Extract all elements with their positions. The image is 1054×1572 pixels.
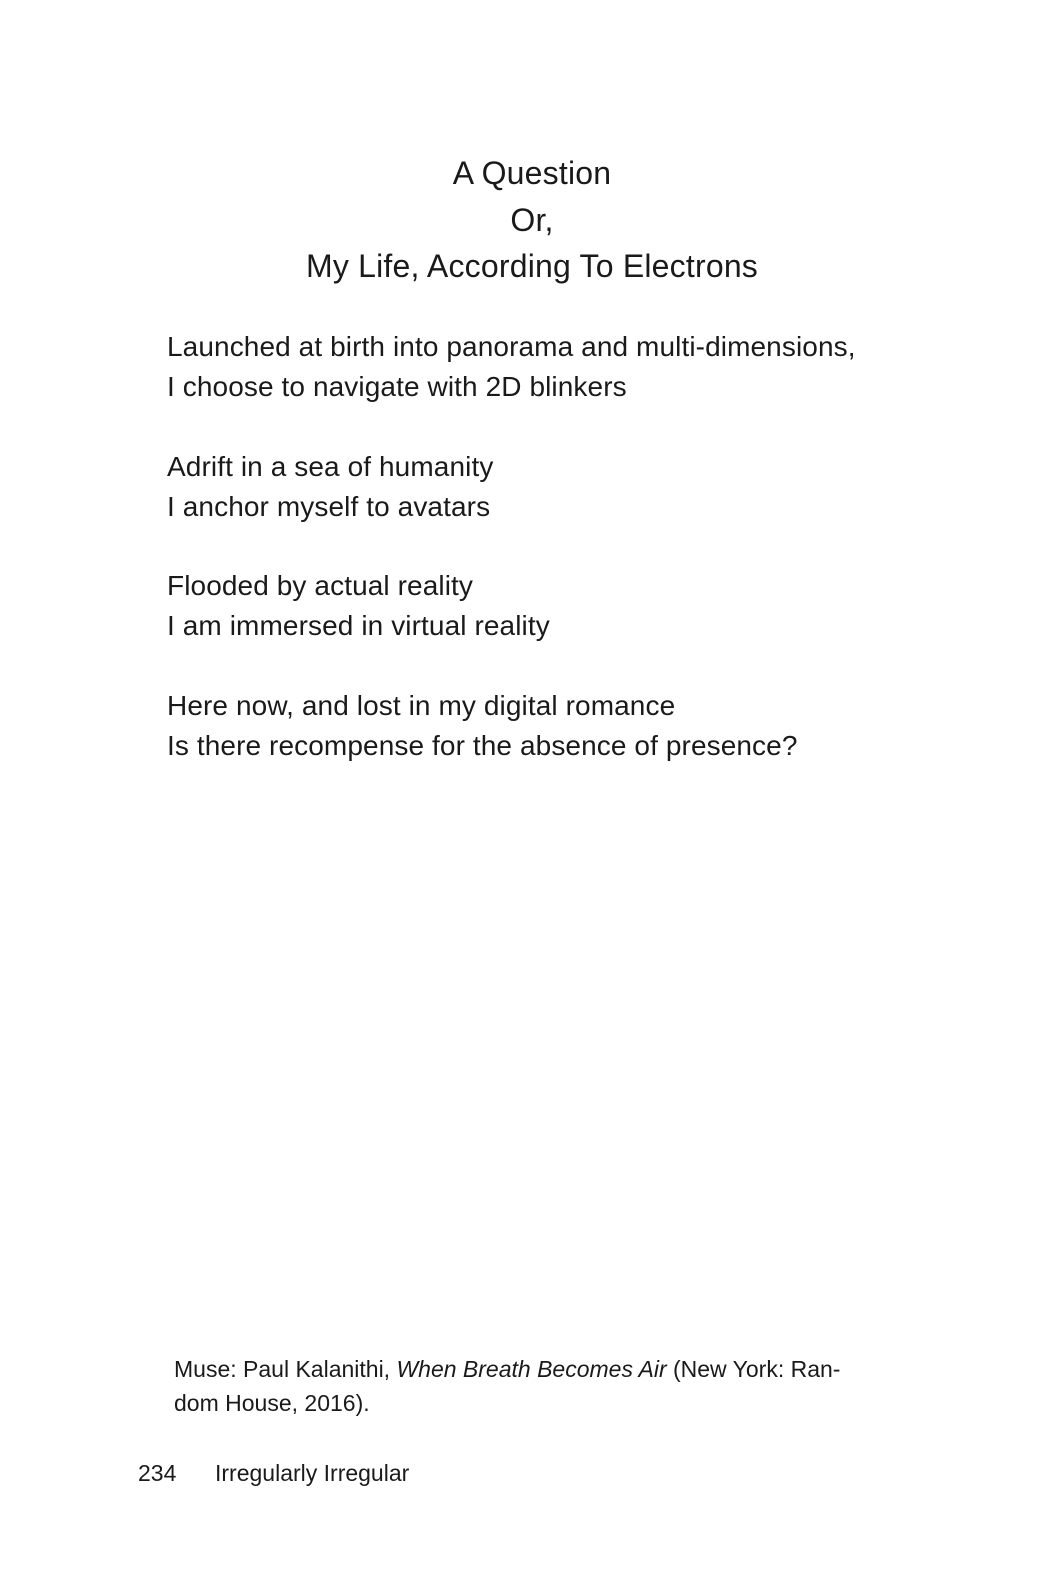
stanza-4 xyxy=(167,686,798,766)
verse-line: Launched at birth into panorama and multi-dimensions, xyxy=(167,331,856,362)
page-number: 234 xyxy=(138,1460,177,1486)
verse-line: Here now, and lost in my digital romance xyxy=(167,690,676,721)
verse-line: Adrift in a sea of humanity xyxy=(167,451,494,482)
verse-line: I anchor myself to avatars xyxy=(167,491,491,522)
stanza-2 xyxy=(167,447,493,527)
title-line-1: A Question xyxy=(452,155,612,191)
verse-line: I am immersed in virtual reality xyxy=(167,610,550,641)
footnote-line-1 xyxy=(174,1352,894,1386)
verse-line: Is there recompense for the absence of presence? xyxy=(167,730,798,761)
page-footer xyxy=(138,1456,409,1490)
stanza-1 xyxy=(167,327,856,407)
title-line-3: My Life, According To Electrons xyxy=(305,248,759,284)
footnote-prefix: Muse: Paul Kalanithi, xyxy=(174,1356,397,1382)
verse-line: Flooded by actual reality xyxy=(167,570,474,601)
running-title: Irregularly Irregular xyxy=(215,1460,410,1486)
verse-line: I choose to navigate with 2D blinkers xyxy=(167,371,627,402)
footnote-line-2: dom House, 2016). xyxy=(174,1390,370,1416)
footnote xyxy=(174,1352,894,1420)
title-line-2: Or, xyxy=(510,201,554,238)
poem-title xyxy=(0,150,1054,290)
footnote-book-title: When Breath Becomes Air xyxy=(396,1356,667,1382)
footnote-publisher: (New York: Ran- xyxy=(666,1356,841,1382)
stanza-3 xyxy=(167,566,550,646)
